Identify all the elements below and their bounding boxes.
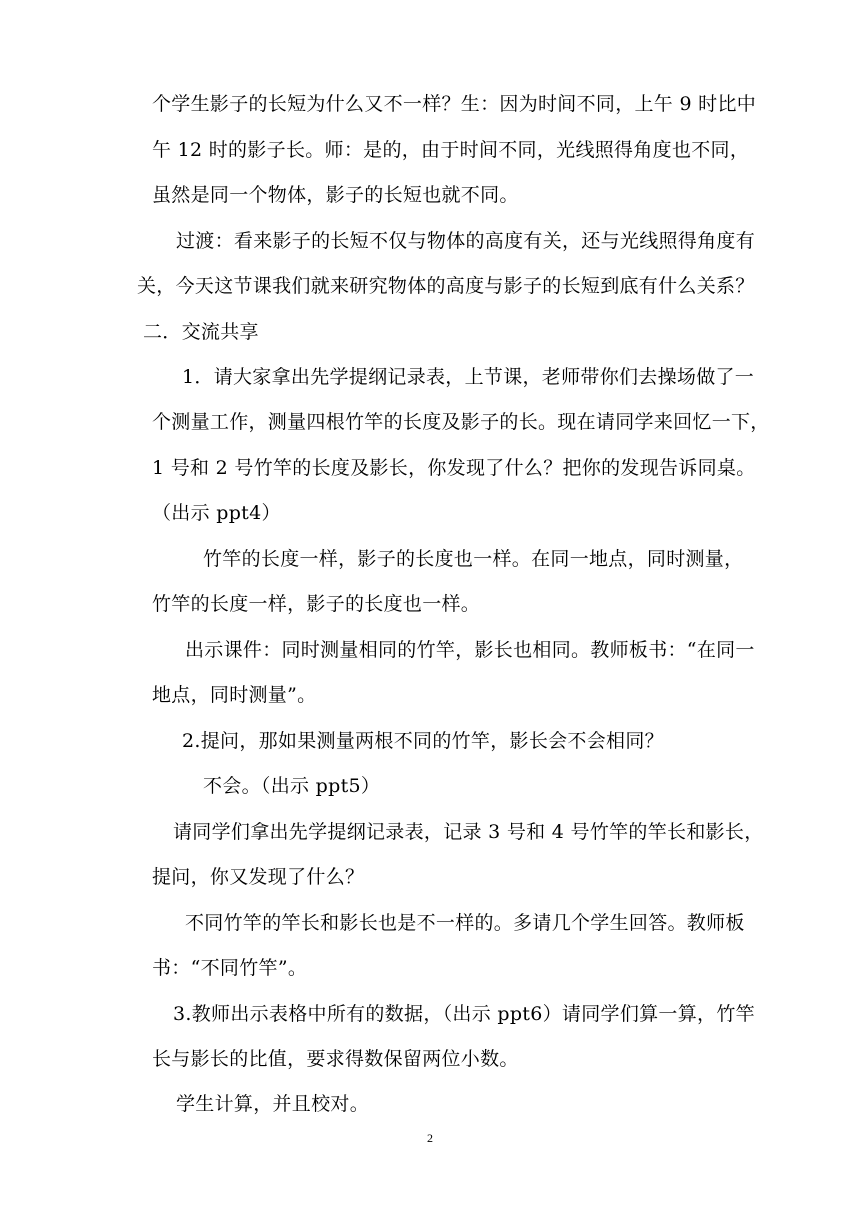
paragraph-line: 1．请大家拿出先学提纲记录表，上节课，老师带你们去操场做了一 [182,366,755,388]
paragraph-line: 3.教师出示表格中所有的数据，（出示 ppt6）请同学们算一算，竹竿 [173,1003,755,1025]
paragraph-line: 提问，你又发现了什么？ [152,866,365,888]
paragraph-line: 地点，同时测量”。 [152,684,317,706]
paragraph-line: 书：“不同竹竿”。 [152,957,308,979]
paragraph-line: 2.提问，那如果测量两根不同的竹竿，影长会不会相同？ [182,730,664,752]
paragraph-line: 学生计算，并且校对。 [176,1093,370,1115]
paragraph-line: 1 号和 2 号竹竿的长度及影长，你发现了什么？把你的发现告诉同桌。 [152,457,756,479]
paragraph-line: 竹竿的长度一样，影子的长度也一样。 [152,593,481,615]
paragraph-line: 关，今天这节课我们就来研究物体的高度与影子的长短到底有什么关系？ [137,275,755,297]
paragraph-line: 个测量工作，测量四根竹竿的长度及影子的长。现在请同学来回忆一下， [152,411,770,433]
paragraph-line: 不会。（出示 ppt5） [203,775,381,797]
paragraph-line: 出示课件：同时测量相同的竹竿，影长也相同。教师板书：“在同一 [185,639,755,661]
paragraph-line: 竹竿的长度一样，影子的长度也一样。在同一地点，同时测量， [203,548,744,570]
paragraph-line: 不同竹竿的竿长和影长也是不一样的。多请几个学生回答。教师板 [185,912,745,934]
paragraph-line: 个学生影子的长短为什么又不一样？生：因为时间不同，上午 9 时比中 [152,93,757,115]
paragraph-line: 请同学们拿出先学提纲记录表，记录 3 号和 4 号竹竿的竿长和影长， [173,821,764,843]
paragraph-line: 长与影长的比值，要求得数保留两位小数。 [152,1048,519,1070]
paragraph-line: （出示 ppt4） [152,502,281,524]
paragraph-line: 过渡：看来影子的长短不仅与物体的高度有关，还与光线照得角度有 [176,230,756,252]
section-heading: 二．交流共享 [143,321,259,343]
paragraph-line: 虽然是同一个物体，影子的长短也就不同。 [152,184,519,206]
paragraph-line: 午 12 时的影子长。师：是的，由于时间不同，光线照得角度也不同， [152,139,750,161]
page-number: 2 [427,1131,433,1145]
